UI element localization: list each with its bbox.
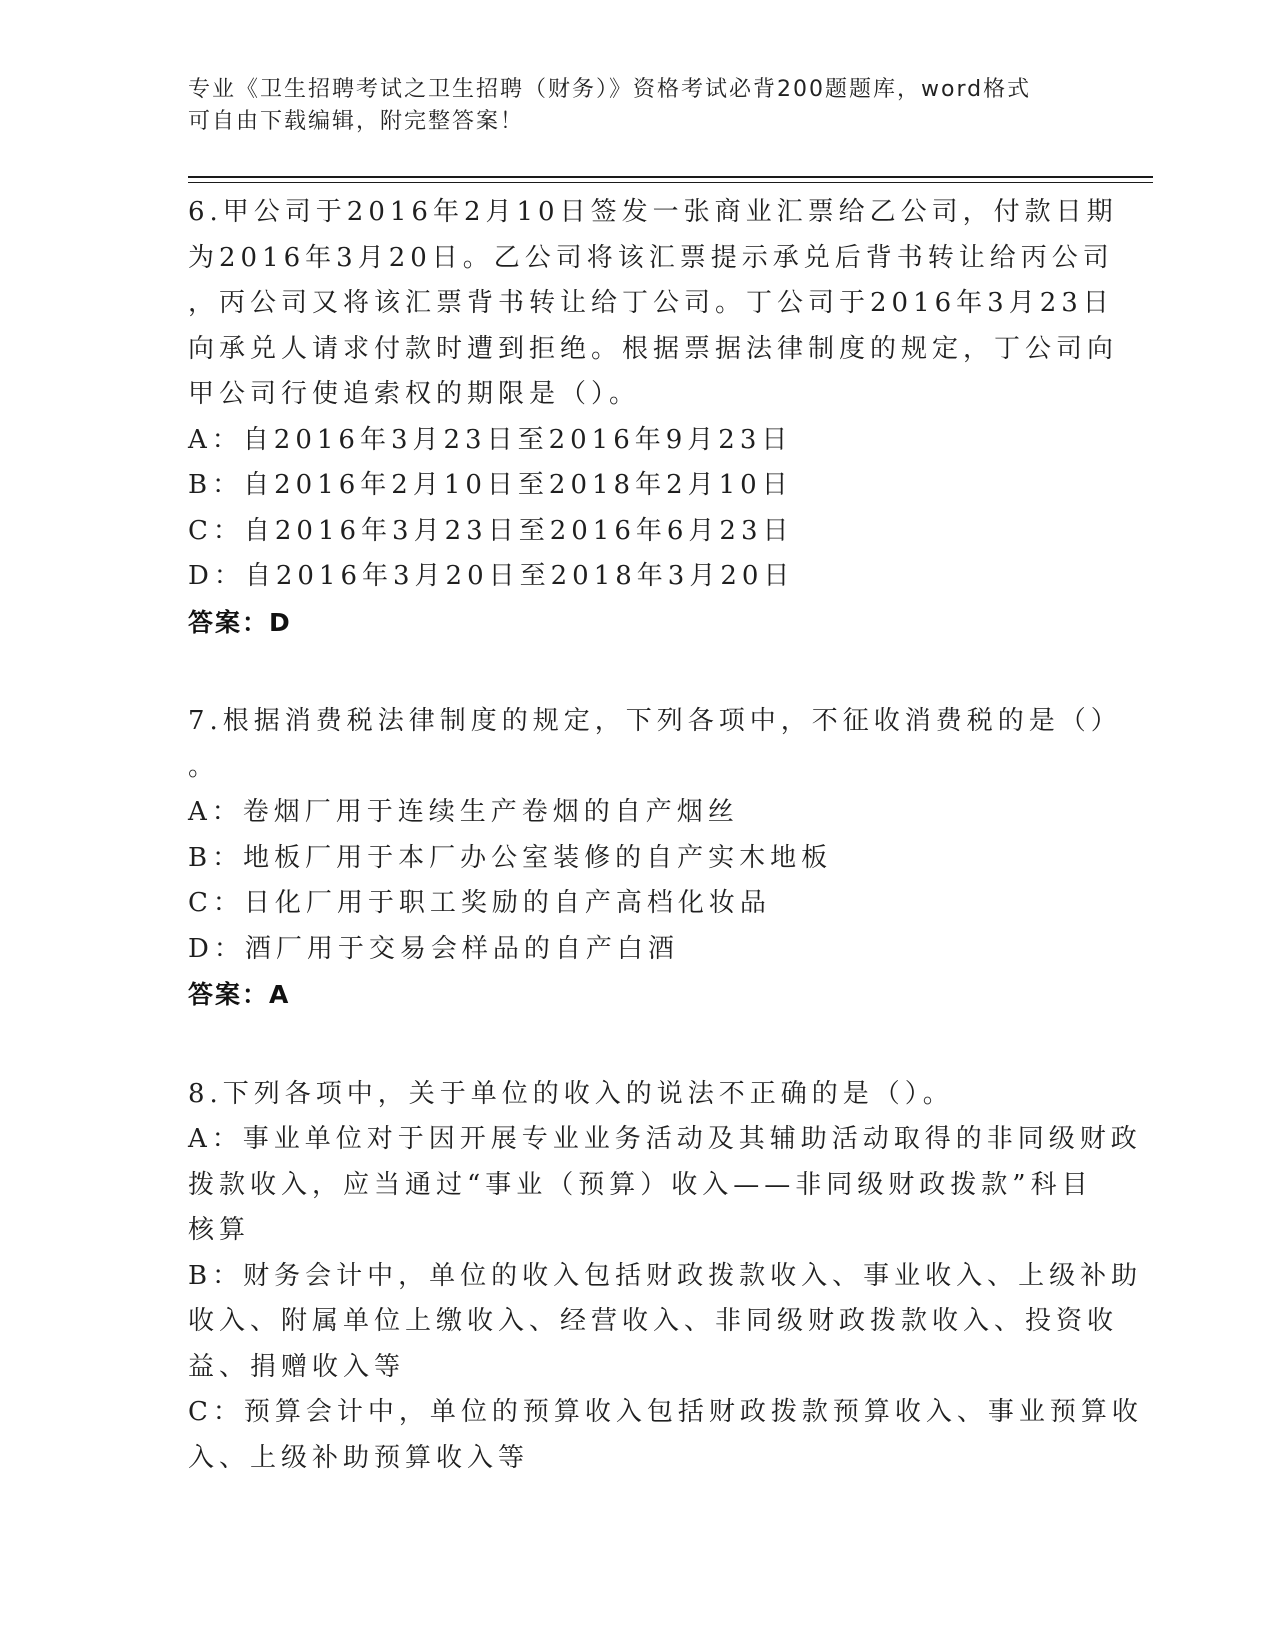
option-b: B：自2016年2月10日至2018年2月10日 <box>188 470 793 500</box>
option-d: D：自2016年3月20日至2018年3月20日 <box>188 561 795 591</box>
option-a-line: 拨款收入，应当通过“事业（预算）收入——非同级财政拨款”科目 <box>188 1169 1093 1200</box>
option-a-line: A：事业单位对于因开展专业业务活动及其辅助活动取得的非同级财政 <box>188 1124 1142 1154</box>
option-a: A：自2016年3月23日至2016年9月23日 <box>188 424 793 455</box>
option-c: C：自2016年3月23日至2016年6月23日 <box>188 515 794 546</box>
question-8 <box>188 1072 1143 1482</box>
question-list <box>188 190 1143 1535</box>
header-divider-thin <box>188 182 1153 183</box>
question-stem-line: 向承兑人请求付款时遭到拒绝。根据票据法律制度的规定，丁公司向 <box>188 333 1119 364</box>
question-stem-line: 甲公司行使追索权的期限是（）。 <box>188 379 641 409</box>
question-stem-line: 。 <box>188 751 220 782</box>
option-a: A：卷烟厂用于连续生产卷烟的自产烟丝 <box>188 797 739 827</box>
question-stem-line: 8.下列各项中，关于单位的收入的说法不正确的是（）。 <box>188 1078 954 1109</box>
option-d: D：酒厂用于交易会样品的自产白酒 <box>188 933 679 964</box>
option-b-line: 收入、附属单位上缴收入、经营收入、非同级财政拨款收入、投资收 <box>188 1306 1119 1336</box>
option-b-line: B：财务会计中，单位的收入包括财政拨款收入、事业收入、上级补助 <box>188 1260 1143 1291</box>
question-7 <box>188 699 1122 1018</box>
option-b: B：地板厂用于本厂办公室装修的自产实木地板 <box>188 842 833 873</box>
question-stem-line: 7.根据消费税法律制度的规定，下列各项中，不征收消费税的是（） <box>188 706 1122 736</box>
answer-label: 答案：A <box>188 980 291 1009</box>
header-divider-thick <box>188 176 1153 178</box>
question-stem-line: 为2016年3月20日。乙公司将该汇票提示承兑后背书转让给丙公司 <box>188 242 1114 273</box>
option-c-line: 入、上级补助预算收入等 <box>188 1442 530 1473</box>
option-b-line: 益、捐赠收入等 <box>188 1351 406 1382</box>
option-c-line: C：预算会计中，单位的预算收入包括财政拨款预算收入、事业预算收 <box>188 1397 1143 1427</box>
answer-label: 答案：D <box>188 607 292 637</box>
header-line-2: 可自由下载编辑，附完整答案！ <box>188 109 525 134</box>
document-header <box>188 74 1068 138</box>
option-a-line: 核算 <box>188 1215 251 1245</box>
question-stem-line: ，丙公司又将该汇票背书转让给丁公司。丁公司于2016年3月23日 <box>188 288 1114 318</box>
option-c: C：日化厂用于职工奖励的自产高档化妆品 <box>188 888 771 918</box>
question-6 <box>188 190 1119 645</box>
header-line-1: 专业《卫生招聘考试之卫生招聘（财务）》资格考试必背200题题库，word格式 <box>188 77 1032 102</box>
question-stem-line: 6.甲公司于2016年2月10日签发一张商业汇票给乙公司，付款日期 <box>188 197 1118 227</box>
